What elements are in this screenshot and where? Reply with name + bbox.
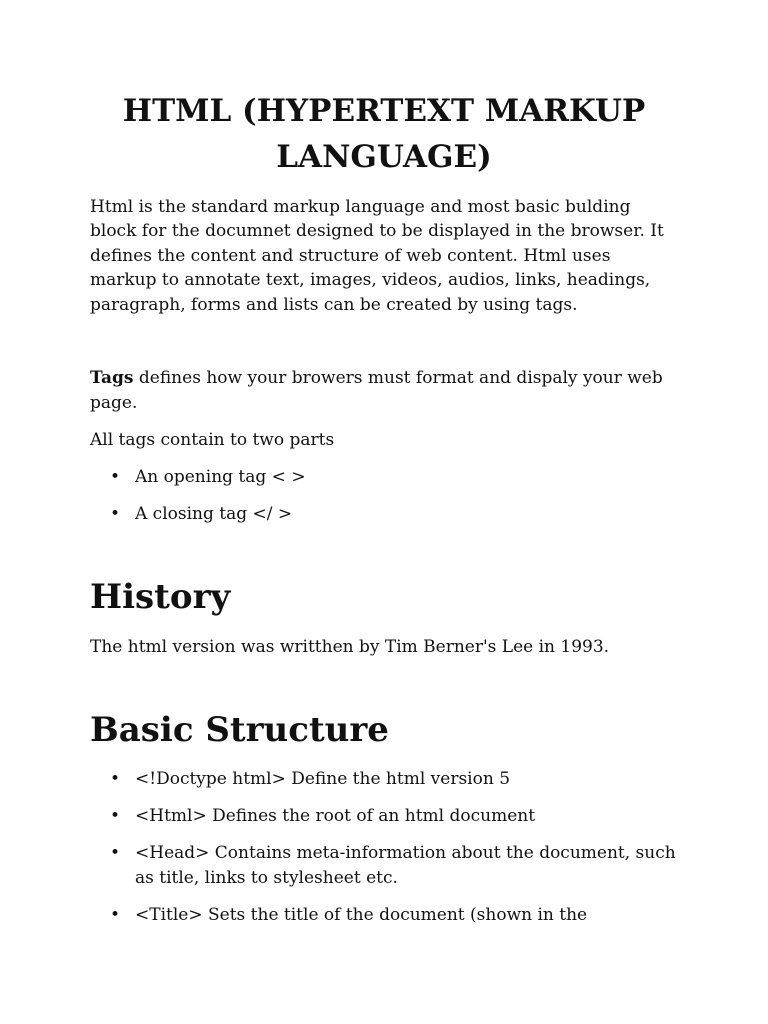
tag-parts-list: [90, 465, 680, 539]
list-item-text: An opening tag < >: [135, 467, 306, 487]
intro-paragraph: Html is the standard markup language and most basic bulding block for the documnet designed to be displayed in the browser. It defines the content and structure of web content. Html uses markup to annotate text, images, videos, audios, links, headings, paragraph, forms and lists can be created by using tags.: [90, 197, 664, 315]
bullet-icon: •: [109, 843, 121, 863]
bullet-icon: •: [109, 904, 121, 925]
list-item: [90, 465, 680, 490]
history-heading: History: [90, 577, 231, 617]
bullet-icon: •: [109, 467, 121, 487]
list-item: [90, 767, 680, 792]
tags-description: defines how your browers must format and dispaly your web page.: [90, 368, 663, 413]
basic-structure-heading: Basic Structure: [90, 710, 389, 750]
list-item: [90, 804, 680, 829]
tags-term: Tags: [90, 368, 134, 388]
list-item: [90, 841, 680, 890]
list-item-text: <Html> Defines the root of an html document: [135, 806, 536, 826]
list-item-text: <Title> Sets the title of the document (shown in the: [135, 904, 588, 925]
tags-paragraph: [90, 366, 680, 415]
bullet-icon: •: [109, 769, 121, 789]
bullet-icon: •: [109, 806, 121, 826]
history-paragraph: The html version was writthen by Tim Berner's Lee in 1993.: [90, 637, 610, 657]
bullet-icon: •: [109, 504, 121, 524]
document-title: HTML (HYPERTEXT MARKUP LANGUAGE): [122, 93, 646, 175]
list-item-text: <Head> Contains meta-information about the document, such as title, links to stylesheet etc.: [135, 843, 676, 888]
list-item: [90, 502, 680, 527]
list-item: [90, 903, 680, 928]
structure-list: [90, 767, 680, 940]
list-item-text: <!Doctype html> Define the html version 5: [135, 769, 511, 789]
list-item-text: A closing tag </ >: [135, 504, 293, 524]
parts-intro: All tags contain to two parts: [90, 430, 335, 450]
